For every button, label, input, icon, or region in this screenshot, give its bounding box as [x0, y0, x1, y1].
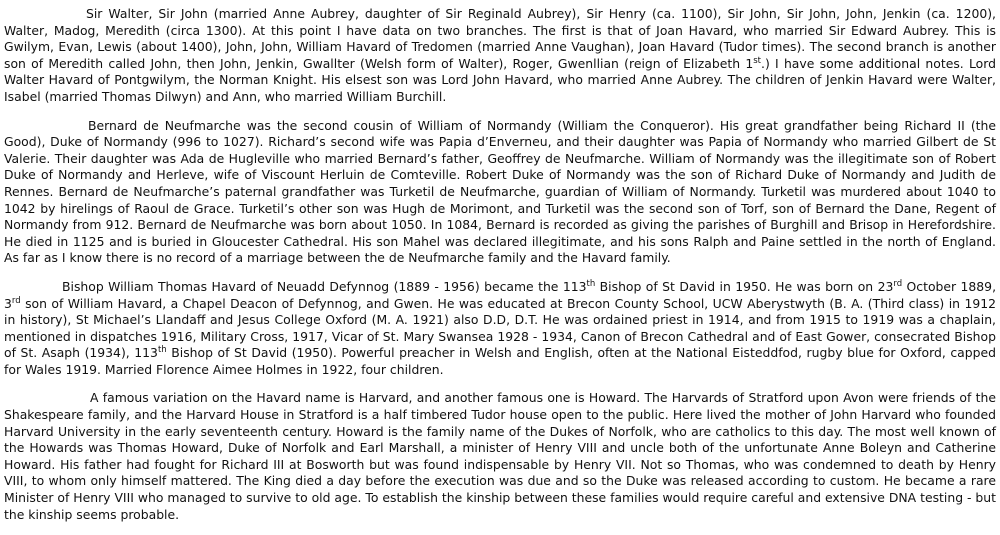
paragraph-text: Bishop of St David in 1950. He was born on 23: [595, 278, 894, 294]
superscript: st: [753, 55, 761, 66]
paragraph-text: .) I have some additional notes. Lord Walter Havard of Pontgwilym, the Norman Knight. His elsest son was Lord John Havard, who married Anne Aubrey. The children of Jenkin Havard were Walter, Isabel (married Thomas Dilwyn) and Ann, who married William Burchill.: [4, 55, 996, 104]
paragraph-text: son of William Havard, a Chapel Deacon of Defynnog, and Gwen. He was educated at Brecon County School, UCW Aberystwyth (B. A. (Third class) in 1912 in history), St Michael’s Llandaff and Jesus College Oxford (M. A. 1921) also D.D, D.T. He was ordained priest in 1914, and from 1915 to 1919 was a chaplain, mentioned in dispatches 1916, Military Cross, 1917, Vicar of St. Mary Swansea 1928 - 1934, Canon of Brecon Cathedral and of East Gower, consecrated Bishop of St. Asaph (1934), 113: [4, 295, 996, 361]
paragraph-text: A famous variation on the Havard name is Harvard, and another famous one is Howard. The Harvards of Stratford upon Avon were friends of the Shakespeare family, and the Harvard House in Stratford is a half timbered Tudor house open to the public. Here lived the mother of John Harvard who founded Harvard University in the early seventeenth century. Howard is the family name of the Dukes of Norfolk, who are catholics to this day. The most well known of the Howards was Thomas Howard, Duke of Norfolk and Earl Marshall, a minister of Henry VIII and uncle both of the unfortunate Anne Boleyn and Catherine Howard. His father had fought for Richard III at Bosworth but was found indispensable by Henry VII. Not so Thomas, who was condemned to death by Henry VIII, to whom only himself mattered. The King died a day before the execution was due and so the Duke was released according to custom. He became a rare Minister of Henry VIII who managed to survive to old age. To establish the kinship between these families would require careful and extensive DNA testing - but the kinship seems probable.: [4, 390, 996, 522]
paragraph-havard-lineage: [4, 6, 996, 106]
document-body: [4, 6, 996, 535]
paragraph-text: Bishop William Thomas Havard of Neuadd Defynnog (1889 - 1956) became the 113: [62, 278, 587, 294]
paragraph-text: Bishop of St David (1950). Powerful preacher in Welsh and English, often at the National Eisteddfod, rugby blue for Oxford, capped for Wales 1919. Married Florence Aimee Holmes in 1922, four children.: [4, 345, 996, 377]
superscript: rd: [893, 278, 903, 289]
paragraph-text: October 1889, 3: [4, 278, 997, 311]
superscript: rd: [11, 295, 21, 306]
superscript: th: [157, 345, 167, 356]
paragraph-text: Bernard de Neufmarche was the second cousin of William of Normandy (William the Conqueror). His great grandfather being Richard II (the Good), Duke of Normandy (996 to 1027). Richard’s second wife was Papia d’Enverneu, and their daughter was Papia of Normandy who married Gilbert de St Valerie. Their daughter was Ada de Hugleville who married Bernard’s father, Geoffrey de Neufmarche. William of Normandy was the illegitimate son of Robert Duke of Normandy and Herleve, wife of Viscount Herluin de Comteville. Robert Duke of Normandy was the son of Richard Duke of Normandy and Judith de Rennes. Bernard de Neufmarche’s paternal grandfather was Turketil de Neufmarche, guardian of William of Normandy. Turketil was murdered about 1040 to 1042 by hirelings of Raoul de Grace. Turketil’s other son was Hugh de Morimont, and Turketil was the second son of Torf, son of Bernard the Dane, Regent of Normandy from 912. Bernard de Neufmarche was born about 1050. In 1084, Bernard is recorded as giving the parishes of Burghill and Brisop in Herefordshire. He died in 1125 and is buried in Gloucester Cathedral. His son Mahel was declared illegitimate, and his sons Ralph and Paine settled in the north of England. As far as I know there is no record of a marriage between the de Neufmarche family and the Havard family.: [4, 117, 996, 266]
paragraph-harvard-howard: [4, 390, 996, 523]
paragraph-text: Sir Walter, Sir John (married Anne Aubrey, daughter of Sir Reginald Aubrey), Sir Henry (ca. 1100), Sir John, Sir John, John, Jenkin (ca. 1200), Walter, Madog, Meredith (circa 1300). At this point I have data on two branches. The first is that of Joan Havard, who married Sir Edward Aubrey. This is Gwilym, Evan, Lewis (about 1400), John, John, William Havard of Tredomen (married Anne Vaughan), Joan Havard (Tudor times). The second branch is another son of Meredith called John, then John, Jenkin, Gwallter (Welsh form of Walter), Roger, Gwenllian (reign of Elizabeth 1: [4, 6, 996, 71]
paragraph-neufmarche: [4, 118, 996, 267]
superscript: th: [586, 278, 596, 289]
paragraph-bishop-havard: [4, 279, 996, 379]
